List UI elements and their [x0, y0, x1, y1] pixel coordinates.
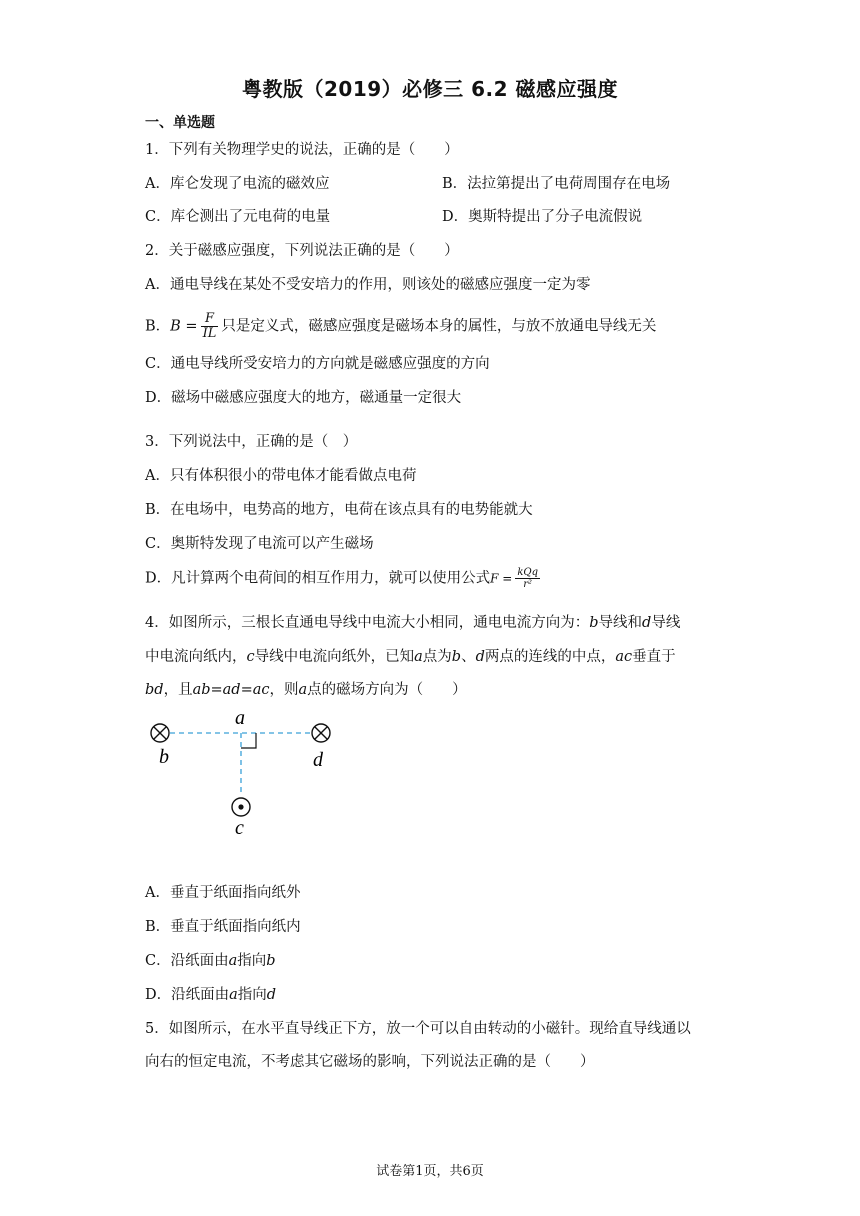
q3-option-a: A．只有体积很小的带电体才能看做点电荷: [145, 468, 417, 484]
q4-var: bd: [145, 682, 164, 698]
q3-option-b: B．在电场中，电势高的地方，电荷在该点具有的电势能就大: [145, 502, 533, 518]
q2-option-a: A．通电导线在某处不受安培力的作用，则该处的磁感应强度一定为零: [145, 277, 591, 293]
q4-text: 导线中电流向纸外，已知: [254, 649, 415, 665]
q4-stem-line3: [145, 680, 467, 700]
q4-text: 、: [461, 649, 476, 665]
q4-text: 导线和: [598, 615, 643, 631]
q4-text: 点为: [422, 649, 452, 665]
wire-d-into-page-icon: [312, 724, 330, 742]
label-d: d: [313, 749, 323, 771]
q3-stem: 3．下列说法中，正确的是（ ）: [145, 434, 358, 450]
q4-text: ，且: [163, 682, 193, 698]
q4-var: ab=ad=ac: [192, 682, 270, 698]
q4-var: b: [451, 649, 462, 665]
q4-var: ac: [615, 649, 633, 665]
q1-option-b: B．法拉第提出了电荷周围存在电场: [442, 176, 671, 192]
q4-var: c: [246, 649, 255, 665]
q3-formula-numerator: kQq: [517, 567, 538, 578]
q3-option-d-text: D．凡计算两个电荷间的相互作用力，就可以使用公式: [145, 570, 491, 587]
q4-option-b: B．垂直于纸面指向纸内: [145, 919, 301, 935]
q2-option-b: [145, 312, 656, 341]
q3-formula-fraction: [515, 567, 540, 590]
q4-option-c-text: C．沿纸面由: [145, 953, 229, 969]
q4-text: 中电流向纸内，: [145, 649, 247, 665]
q4-wire-diagram: [140, 708, 360, 843]
q2-formula-numerator: F: [201, 312, 219, 327]
q4-var: a: [298, 682, 308, 698]
q1-stem: 1．下列有关物理学史的说法，正确的是（ ）: [145, 142, 459, 158]
q4-option-c-text: 指向: [237, 953, 267, 969]
q4-text: 垂直于: [632, 649, 676, 665]
q2-option-b-text: 只是定义式，磁感应强度是磁场本身的属性，与放不放通电导线无关: [221, 318, 657, 335]
q4-var: a: [228, 953, 238, 969]
q5-stem-line2: 向右的恒定电流，不考虑其它磁场的影响，下列说法正确的是（ ）: [145, 1054, 595, 1070]
q2-formula-lhs: B =: [170, 318, 198, 335]
q4-stem-line2: [145, 647, 676, 667]
q2-formula-denominator: IL: [202, 326, 217, 341]
q2-stem: 2．关于磁感应强度，下列说法正确的是（ ）: [145, 243, 459, 259]
q4-text: 导线: [651, 615, 681, 631]
q5-stem-line1: 5．如图所示，在水平直导线正下方，放一个可以自由转动的小磁针。现给直导线通以: [145, 1021, 691, 1037]
q1-option-a: A．库仑发现了电流的磁效应: [145, 176, 330, 192]
q4-var: d: [642, 615, 652, 631]
wire-c-out-of-page-icon: [232, 798, 250, 816]
page-title: 粤教版（2019）必修三 6.2 磁感应强度: [241, 77, 619, 101]
q1-option-d: D．奥斯特提出了分子电流假说: [442, 209, 643, 225]
q4-text: 两点的连线的中点，: [484, 649, 616, 665]
q4-option-d: [145, 985, 276, 1005]
q4-stem-line1: [145, 613, 680, 633]
label-c: c: [235, 817, 244, 839]
q4-var: a: [414, 649, 423, 665]
q2-option-b-prefix: B．: [145, 318, 171, 335]
q2-option-d: D．磁场中磁感应强度大的地方，磁通量一定很大: [145, 390, 462, 406]
q4-var: b: [589, 615, 599, 631]
label-a: a: [235, 708, 245, 729]
q2-option-c: C．通电导线所受安培力的方向就是磁感应强度的方向: [145, 356, 490, 372]
q4-option-c: [145, 951, 276, 971]
q4-text: ，则: [269, 682, 299, 698]
section-heading: 一、单选题: [145, 115, 215, 131]
q4-var: b: [266, 953, 276, 969]
q4-var: a: [229, 987, 238, 1003]
q3-formula-denominator: r²: [523, 579, 533, 590]
q3-formula-lhs: F =: [490, 571, 513, 586]
q2-formula-fraction: [201, 312, 219, 341]
q4-option-d-text: 指向: [237, 987, 267, 1003]
q4-text: 点的磁场方向为（ ）: [307, 682, 467, 698]
q4-text: 4．如图所示，三根长直通电导线中电流大小相同，通电电流方向为：: [145, 615, 590, 631]
q4-option-a: A．垂直于纸面指向纸外: [145, 885, 301, 901]
q3-option-d: [145, 567, 543, 590]
q1-option-c: C．库仑测出了元电荷的电量: [145, 209, 331, 225]
q4-option-d-text: D．沿纸面由: [145, 987, 230, 1003]
right-angle-mark: [241, 733, 256, 748]
q4-var: d: [475, 649, 485, 665]
q3-option-c: C．奥斯特发现了电流可以产生磁场: [145, 536, 374, 552]
q4-var: d: [266, 987, 277, 1003]
page-footer: 试卷第1页，共6页: [376, 1164, 484, 1179]
wire-b-into-page-icon: [151, 724, 169, 742]
label-b: b: [159, 746, 169, 768]
